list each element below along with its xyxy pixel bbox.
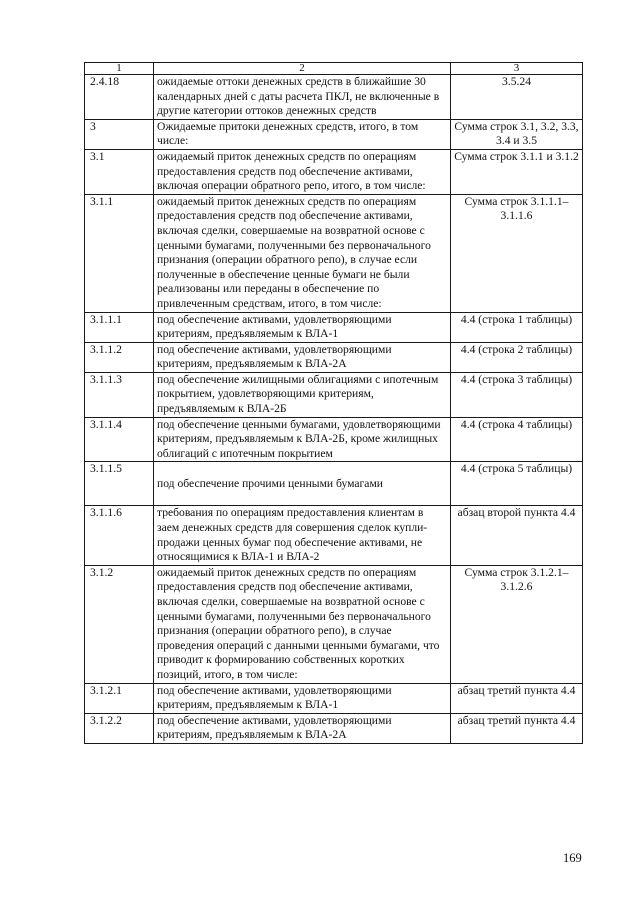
row-reference: 4.4 (строка 5 таблицы) — [451, 462, 583, 506]
row-reference: Сумма строк 3.1.1.1–3.1.1.6 — [451, 194, 583, 312]
row-code: 3.1.1.3 — [85, 372, 154, 417]
row-description: ожидаемый приток денежных средств по операциям предоставления средств под обеспечение активами, включая сделки, совершаемые на возвратной основе с ценными бумагами, полученными без первоначального признания (операции обратного репо), в случае проведения операций с данными ценными бумагами, что приводит к формированию собственных коротких позиций, итого, в том числе: — [154, 565, 451, 683]
row-reference: абзац третий пункта 4.4 — [451, 683, 583, 713]
document-table — [84, 62, 583, 744]
table-row — [85, 462, 583, 506]
row-description: ожидаемый приток денежных средств по операциям предоставления средств под обеспечение активами, включая операции обратного репо, итого, в том числе: — [154, 149, 451, 194]
row-code: 3.1.2.1 — [85, 683, 154, 713]
row-description: ожидаемый приток денежных средств по операциям предоставления средств под обеспечение активами, включая сделки, совершаемые на возвратной основе с ценными бумагами, полученными без первоначального признания (операции обратного репо), в случае если полученные в обеспечение ценные бумаги не были реализованы или переданы в обеспечение по привлеченным средствам, итого, в том числе: — [154, 194, 451, 312]
table-row — [85, 506, 583, 565]
row-reference: Сумма строк 3.1.2.1–3.1.2.6 — [451, 565, 583, 683]
header-col-1: 1 — [85, 63, 154, 75]
row-description: под обеспечение активами, удовлетворяющими критериям, предъявляемым к ВЛА-1 — [154, 312, 451, 342]
table-row — [85, 565, 583, 683]
table-row — [85, 194, 583, 312]
row-code: 3.1.1 — [85, 194, 154, 312]
row-description: под обеспечение прочими ценными бумагами — [154, 462, 451, 506]
row-reference: абзац третий пункта 4.4 — [451, 713, 583, 743]
row-code: 3.1.1.4 — [85, 417, 154, 462]
table-header-row — [85, 63, 583, 75]
row-reference: 4.4 (строка 4 таблицы) — [451, 417, 583, 462]
table-row — [85, 417, 583, 462]
row-reference: 4.4 (строка 2 таблицы) — [451, 342, 583, 372]
row-reference: 3.5.24 — [451, 75, 583, 120]
row-description: под обеспечение активами, удовлетворяющими критериям, предъявляемым к ВЛА-1 — [154, 683, 451, 713]
row-code: 3.1 — [85, 149, 154, 194]
row-description: требования по операциям предоставления клиентам в заем денежных средств для совершения сделок купли-продажи ценных бумаг под обеспечение активами, не относящимися к ВЛА-1 и ВЛА-2 — [154, 506, 451, 565]
page-number: 169 — [563, 851, 582, 865]
row-reference: Сумма строк 3.1, 3.2, 3.3, 3.4 и 3.5 — [451, 119, 583, 149]
row-description: под обеспечение ценными бумагами, удовлетворяющими критериям, предъявляемым к ВЛА-2Б, кроме жилищных облигаций с ипотечным покрытием — [154, 417, 451, 462]
row-reference: Сумма строк 3.1.1 и 3.1.2 — [451, 149, 583, 194]
table-row — [85, 149, 583, 194]
row-code: 3.1.1.5 — [85, 462, 154, 506]
row-description: под обеспечение жилищными облигациями с ипотечным покрытием, удовлетворяющими критериям, предъявляемым к ВЛА-2Б — [154, 372, 451, 417]
row-reference: абзац второй пункта 4.4 — [451, 506, 583, 565]
row-code: 3 — [85, 119, 154, 149]
row-code: 3.1.1.2 — [85, 342, 154, 372]
row-code: 3.1.1.1 — [85, 312, 154, 342]
table-row — [85, 119, 583, 149]
row-code: 3.1.1.6 — [85, 506, 154, 565]
row-code: 2.4.18 — [85, 75, 154, 120]
table-row — [85, 75, 583, 120]
header-col-2: 2 — [154, 63, 451, 75]
row-code: 3.1.2.2 — [85, 713, 154, 743]
row-reference: 4.4 (строка 3 таблицы) — [451, 372, 583, 417]
table-row — [85, 342, 583, 372]
row-description: под обеспечение активами, удовлетворяющими критериям, предъявляемым к ВЛА-2А — [154, 342, 451, 372]
row-description: под обеспечение активами, удовлетворяющими критериям, предъявляемым к ВЛА-2А — [154, 713, 451, 743]
table-row — [85, 312, 583, 342]
header-col-3: 3 — [451, 63, 583, 75]
row-description: Ожидаемые притоки денежных средств, итого, в том числе: — [154, 119, 451, 149]
row-reference: 4.4 (строка 1 таблицы) — [451, 312, 583, 342]
row-code: 3.1.2 — [85, 565, 154, 683]
table-row — [85, 683, 583, 713]
table-row — [85, 713, 583, 743]
table-row — [85, 372, 583, 417]
row-description: ожидаемые оттоки денежных средств в ближайшие 30 календарных дней с даты расчета ПКЛ, не включенные в другие категории оттоков денежных средств — [154, 75, 451, 120]
